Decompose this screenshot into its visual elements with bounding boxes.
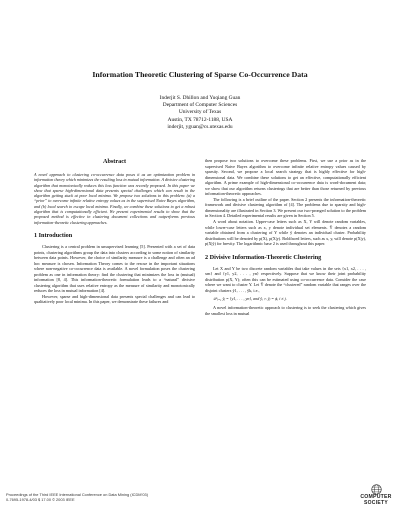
computer-society-logo <box>356 484 396 514</box>
page-footer <box>6 493 148 503</box>
intro-paragraph-2: However, sparse and high-dimensional data presents special challenges and can lead to qualitatively poor local minima. In this paper, we demonstrate these failures and <box>34 293 195 305</box>
left-column <box>34 158 195 305</box>
cluster-equation: ∪ᵏⱼ₌₁ ŷⱼ = {y1, . . . , yn}, and ŷᵢ ∩ ŷⱼ = ϕ, i ≠ j. <box>213 296 287 302</box>
author-department: Department of Computer Sciences <box>162 102 238 109</box>
footer-proceedings: Proceedings of the Third IEEE International Conference on Data Mining (ICDM’03) <box>6 492 149 497</box>
intro-paragraph-1: Clustering is a central problem in unsupervised learning [5]. Presented with a set of data points, clustering algorithms group the data into clusters according to some notion of similarity between data points. However, the choice of similarity measure is a challenge and often an ad hoc measure is chosen. Information Theory comes to the rescue in the important situations where non-negative co-occurrence data is available. A novel formulation poses the clustering problem as one in information theory: find the clustering that minimizes the loss in (mutual) information [8, 4]. This information-theoretic formulation leads to a “natural” divisive clustering algorithm that uses relative entropy as the measure of similarity and monotonically reduces the loss in mutual information [4]. <box>34 243 195 294</box>
section2-heading: 2 Divisive Information-Theoretic Clustering <box>205 253 322 261</box>
right-paragraph-1: then propose two solutions to overcome these problems. First, we use a prior as in the supervised Naive Bayes algorithm to overcome infinite relative entropy values caused by sparsity. Second, we propose a local search strategy that is highly effective for high-dimensional data. We combine these solutions to get an effective, computationally efficient algorithm. A prime example of high-dimensional co-occurrence data is word-document data; we show that our algorithm returns clusterings that are better than those returned by previous information-theoretic approaches. <box>205 158 366 197</box>
section2-paragraph-2: A novel information-theoretic approach to clustering is to seek the clustering which gives the smallest loss in mutual <box>205 305 366 316</box>
author-email: inderjit, yguan@cs.utexas.edu <box>167 123 233 130</box>
author-address: Austin, TX 78712-1188, USA <box>167 116 233 123</box>
author-block <box>60 95 340 131</box>
author-university: University of Texas <box>178 109 222 116</box>
abstract-heading: Abstract <box>102 158 127 165</box>
logo-line-1: COMPUTER <box>360 494 392 500</box>
abstract-text: A novel approach to clustering co-occurrence data poses it as an optimization problem in information theory which minimizes the resulting loss in mutual information. A divisive clustering algorithm that monotonically reduces this loss function was recently proposed. In this paper we show that sparse high-dimensional data presents special challenges which can result in the algorithm getting stuck at poor local minima. We propose two solutions to this problem: (a) a “prior” to overcome infinite relative entropy values as in the supervised Naive Bayes algorithm, and (b) local search to escape local minima. Finally, we combine these solutions to get a robust algorithm that is computationally efficient. We present experimental results to show that the proposed method is effective in clustering document collections and outperforms previous information-theoretic clustering approaches. <box>34 172 195 225</box>
right-paragraph-3: A word about notation. Upper-case letters such as X, Y will denote random variables, while lower-case letters such as x, y denote individual set elements. Ŷ denotes a random variable obtained from a clustering of Y while ŷ denotes an individual cluster. Probability distributions will be denoted by p(X), p(X|y). Boldfaced letters, such as x, y, will denote p(X|y), p(X|ŷ) for brevity. The logarithmic base 2 is used throughout this paper. <box>205 219 366 247</box>
footer-isbn: 0-7695-1978-4/03 $ 17.00 © 2003 IEEE <box>6 496 75 502</box>
author-names: Inderjit S. Dhillon and Yuqiang Guan <box>159 95 241 101</box>
right-column <box>205 158 366 316</box>
logo-line-2: SOCIETY <box>363 499 389 506</box>
intro-heading: 1 Introduction <box>34 231 73 239</box>
paper-title: Information Theoretic Clustering of Sparse Co-Occurrence Data <box>92 70 308 79</box>
section2-paragraph-1: Let X and Y be two discrete random variables that take values in the sets {x1, x2, . . . , xm} and {y1, y2, . . . , yn} respectively. Suppose that we know their joint probability distribution p(X, Y); often this can be estimated using co-occurrence data. Consider the case where we want to cluster Y. Let Ŷ denote the “clustered” random variable that ranges over the disjoint clusters ŷ1, . . . , ŷk, i.e., <box>205 265 366 293</box>
right-paragraph-2: The following is a brief outline of the paper. Section 2 presents the information-theoretic framework and divisive clustering algorithm of [4]. The problems due to sparsity and high-dimensionality are illustrated in Section 3. We present our two-pronged solution to the problem in Section 4. Detailed experimental results are given in Section 5. <box>205 196 366 219</box>
